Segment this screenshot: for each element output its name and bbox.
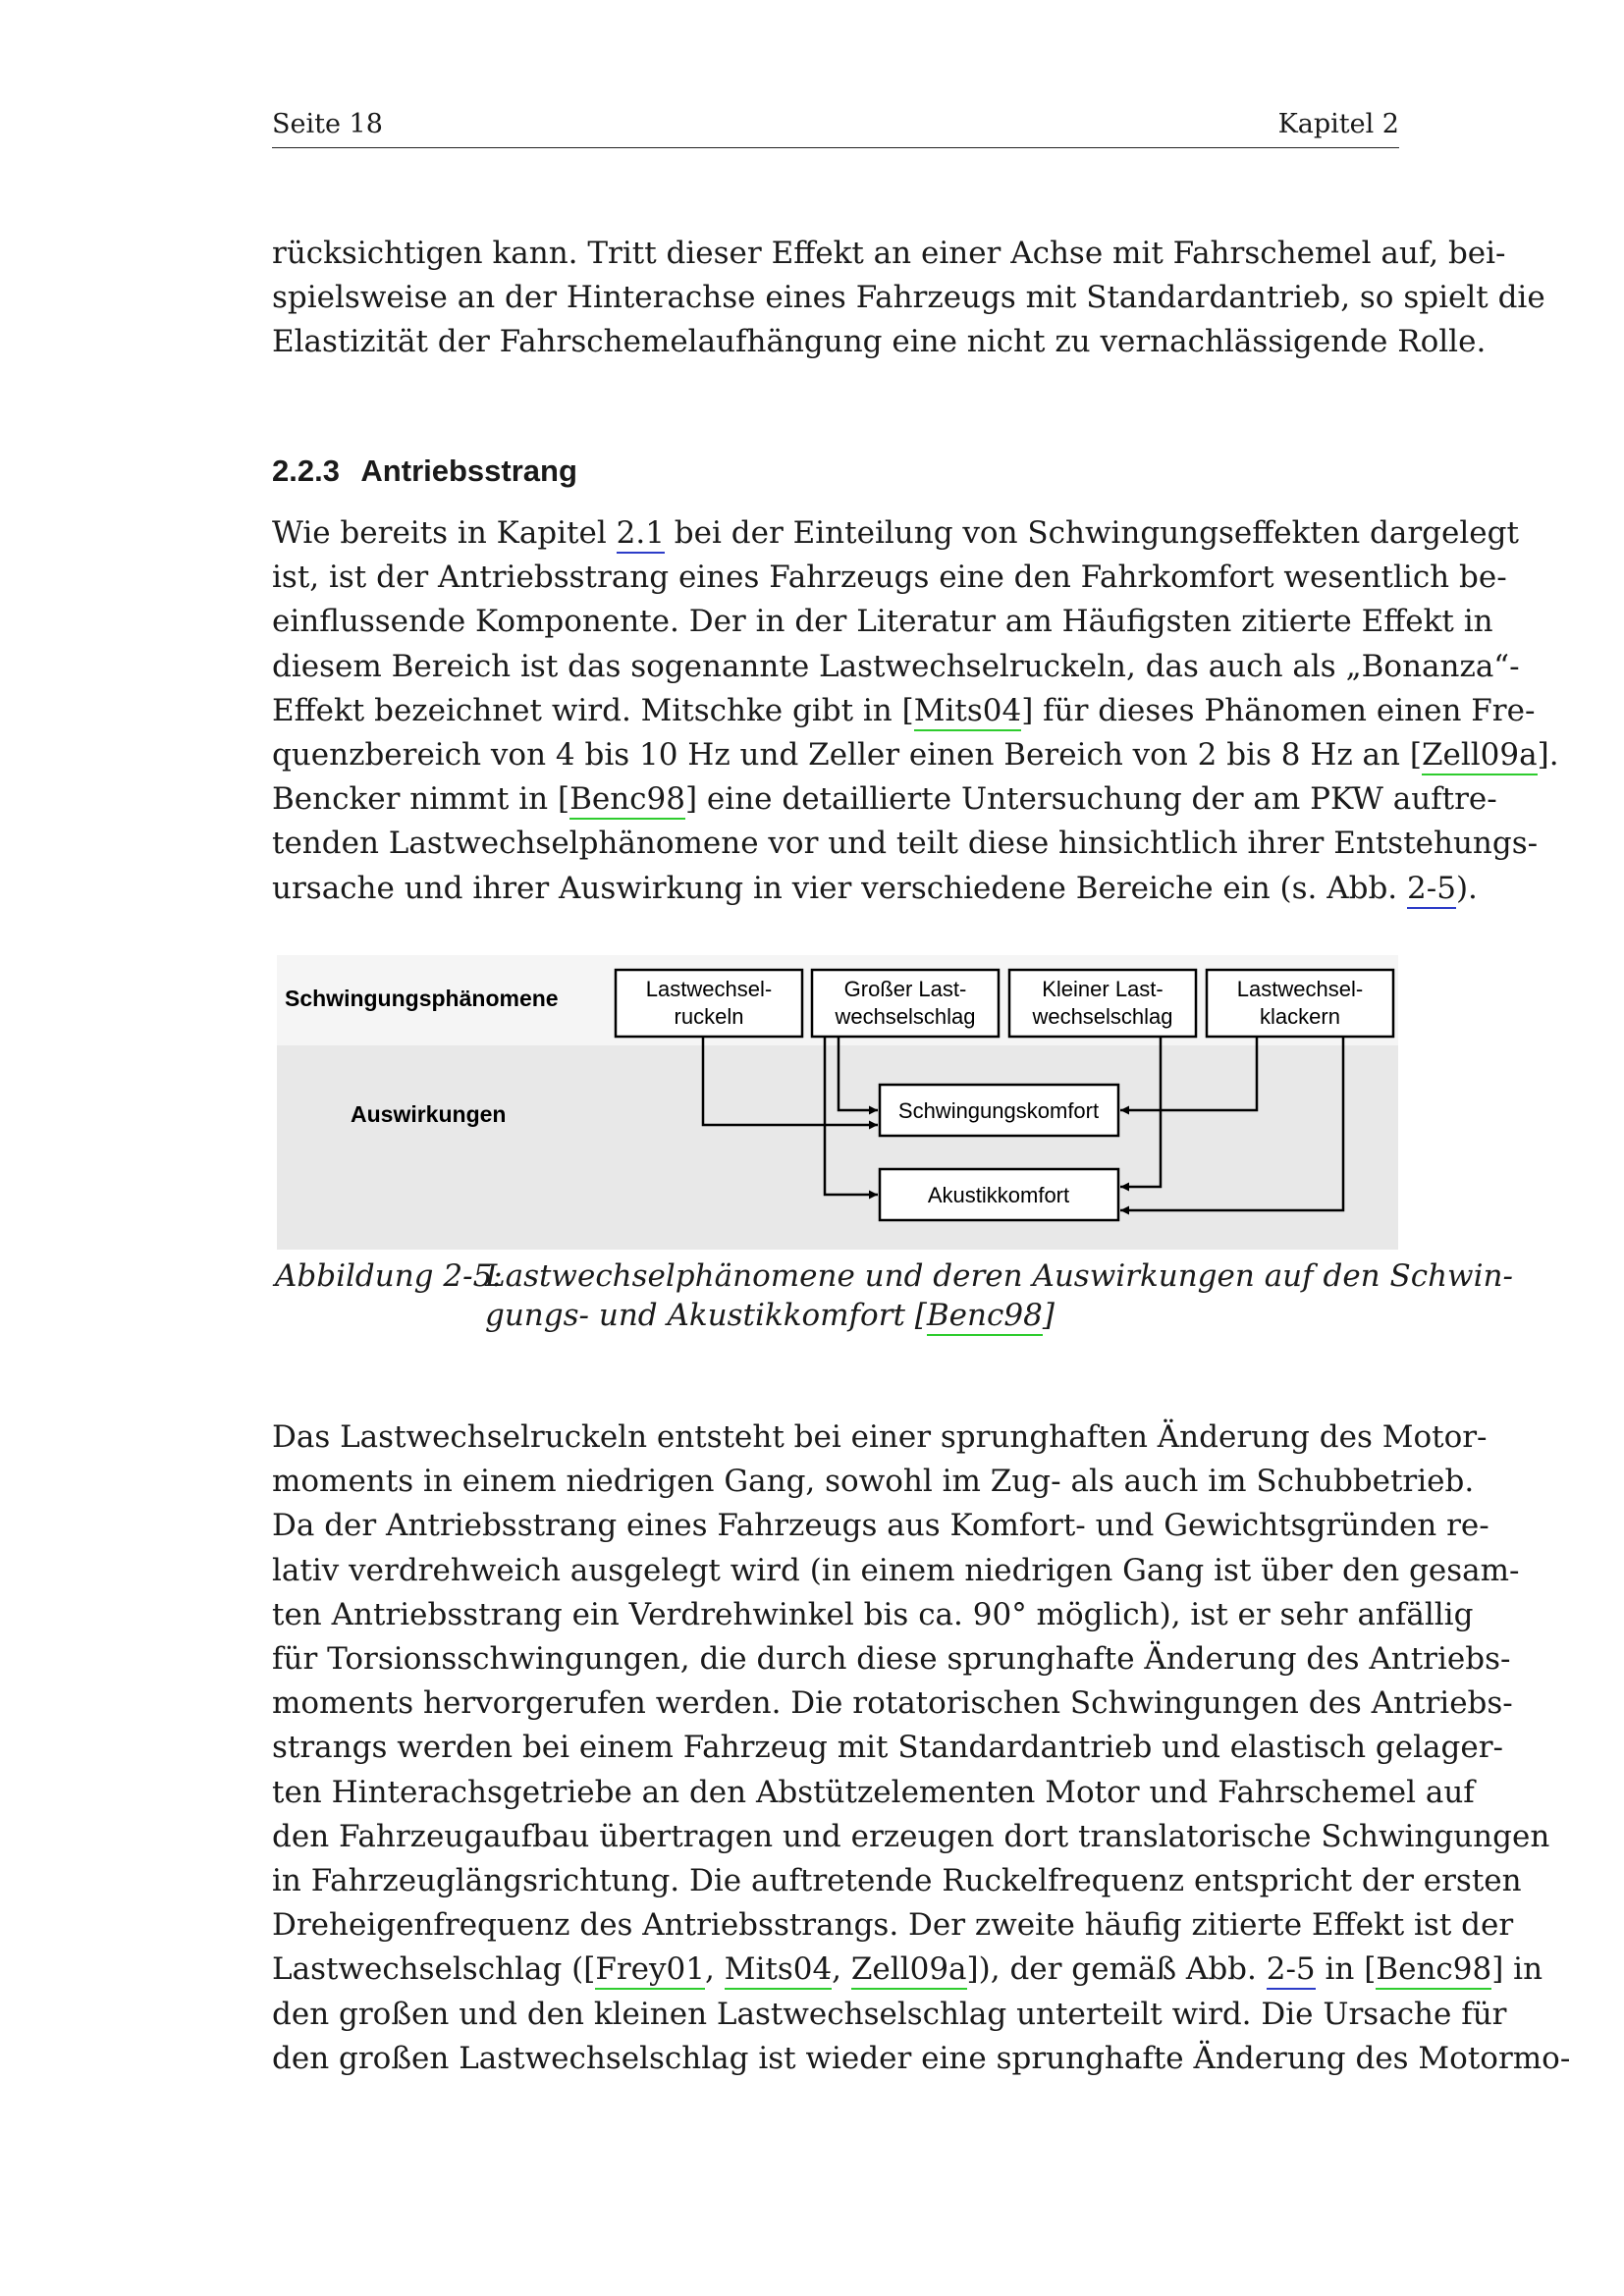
text-line: einflussende Komponente. Der in der Literatur am Häufigsten zitierte Effekt in — [272, 604, 1493, 640]
phenomenon-box-kleiner-lastwechselschlag — [1009, 970, 1196, 1037]
text-line: den Fahrzeugaufbau übertragen und erzeugen dort translatorische Schwingungen — [272, 1818, 1550, 1854]
text-line: tenden Lastwechselphänomene vor und teilt diese hinsichtlich ihrer Entstehungs- — [272, 826, 1539, 862]
section-title: Antriebsstrang — [360, 454, 577, 488]
row-label-effects: Auswirkungen — [351, 1101, 507, 1127]
citation-link[interactable]: Zell09a — [1422, 737, 1538, 775]
text-line: Bencker nimmt in [Benc98] eine detaillierte Untersuchung der am PKW auftre- — [272, 777, 1399, 822]
row-label-phenomena: Schwingungsphänomene — [285, 986, 559, 1011]
phenomenon-label: Lastwechsel- — [1236, 977, 1364, 1001]
text-line: spielsweise an der Hinterachse eines Fahrzeugs mit Standardantrieb, so spielt die — [272, 280, 1545, 316]
citation-link[interactable]: Benc98 — [927, 1298, 1043, 1336]
effect-box-akustikkomfort — [880, 1169, 1118, 1220]
text-line: moments in einem niedrigen Gang, sowohl im Zug- als auch im Schubbetrieb. — [272, 1464, 1475, 1500]
text-line: in Fahrzeuglängsrichtung. Die auftretende Ruckelfrequenz entspricht der ersten — [272, 1863, 1522, 1899]
chapter-label: Kapitel 2 — [1277, 109, 1399, 139]
effect-box-schwingungskomfort — [880, 1085, 1118, 1136]
citation-link[interactable]: Mits04 — [725, 1951, 832, 1990]
text-line: Wie bereits in Kapitel 2.1 bei der Einteilung von Schwingungseffekten dargelegt — [272, 511, 1399, 556]
phenomenon-box-grosser-lastwechselschlag — [812, 970, 999, 1037]
paragraph-lastwechselruckeln — [272, 1415, 1571, 2081]
phenomenon-label: klackern — [1260, 1004, 1340, 1029]
text-line: ten Antriebsstrang ein Verdrehwinkel bis ca. 90° möglich), ist er sehr anfällig — [272, 1596, 1474, 1632]
figure-link[interactable]: 2-5 — [1267, 1951, 1316, 1990]
text-line: Das Lastwechselruckeln entsteht bei einer sprunghaften Änderung des Motor- — [272, 1419, 1488, 1455]
page-header — [272, 108, 1399, 148]
text-line: den großen Lastwechselschlag ist wieder eine sprunghafte Änderung des Motormo- — [272, 2040, 1571, 2076]
citation-link[interactable]: Frey01 — [595, 1951, 705, 1990]
paragraph-antriebsstrang — [272, 511, 1559, 911]
citation-link[interactable]: Zell09a — [851, 1951, 967, 1990]
text-line: Lastwechselschlag ([Frey01, Mits04, Zell09a]), der gemäß Abb. 2-5 in [Benc98] in — [272, 1948, 1399, 1992]
phenomenon-label: Großer Last- — [843, 977, 967, 1001]
paragraph-intro — [272, 232, 1545, 365]
figure-link[interactable]: 2-5 — [1407, 871, 1456, 909]
phenomenon-box-klackern — [1207, 970, 1393, 1037]
text-line: lativ verdrehweich ausgelegt wird (in einem niedrigen Gang ist über den gesam- — [272, 1552, 1520, 1588]
text-line: Elastizität der Fahrschemelaufhängung eine nicht zu vernachlässigende Rolle. — [272, 324, 1487, 360]
page-number: Seite 18 — [272, 109, 383, 139]
phenomenon-box-ruckeln — [616, 970, 802, 1037]
text-line: Da der Antriebsstrang eines Fahrzeugs aus Komfort- und Gewichtsgründen re- — [272, 1508, 1489, 1544]
phenomenon-label: Lastwechsel- — [645, 977, 773, 1001]
phenomenon-label: wechselschlag — [1032, 1004, 1173, 1029]
text-line: strangs werden bei einem Fahrzeug mit Standardantrieb und elastisch gelager- — [272, 1730, 1503, 1766]
text-line: ist, ist der Antriebsstrang eines Fahrzeugs eine den Fahrkomfort wesentlich be- — [272, 560, 1507, 596]
caption-text: gungs- und Akustikkomfort [Benc98] — [485, 1296, 1055, 1335]
citation-link[interactable]: Benc98 — [1376, 1951, 1491, 1990]
text-line: Effekt bezeichnet wird. Mitschke gibt in [Mits04] für dieses Phänomen einen Fre- — [272, 689, 1399, 733]
section-number: 2.2.3 — [272, 454, 340, 488]
chapter-link[interactable]: 2.1 — [617, 515, 665, 554]
phenomenon-label: ruckeln — [674, 1004, 744, 1029]
text-line: diesem Bereich ist das sogenannte Lastwechselruckeln, das auch als „Bonanza“- — [272, 648, 1520, 684]
caption-label: Abbildung 2-5: — [275, 1258, 503, 1294]
citation-link[interactable]: Mits04 — [914, 693, 1021, 731]
text-line: ursache und ihrer Auswirkung in vier verschiedene Bereiche ein (s. Abb. 2-5). — [272, 867, 1399, 911]
phenomenon-label: Kleiner Last- — [1042, 977, 1164, 1001]
caption-text: Lastwechselphänomene und deren Auswirkungen auf den Schwin- — [485, 1258, 1513, 1294]
phenomena-diagram — [277, 955, 1398, 1250]
text-line: Dreheigenfrequenz des Antriebsstrangs. Der zweite häufig zitierte Effekt ist der — [272, 1907, 1514, 1944]
text-line: moments hervorgerufen werden. Die rotatorischen Schwingungen des Antriebs- — [272, 1685, 1513, 1722]
effect-label: Akustikkomfort — [927, 1183, 1070, 1207]
phenomenon-label: wechselschlag — [835, 1004, 976, 1029]
text-line: den großen und den kleinen Lastwechselschlag unterteilt wird. Die Ursache für — [272, 1996, 1507, 2032]
effect-label: Schwingungskomfort — [897, 1098, 1100, 1123]
text-line: quenzbereich von 4 bis 10 Hz und Zeller einen Bereich von 2 bis 8 Hz an [Zell09a]. — [272, 733, 1399, 777]
text-line: ten Hinterachsgetriebe an den Abstützelementen Motor und Fahrschemel auf — [272, 1774, 1475, 1810]
section-heading — [272, 454, 577, 489]
citation-link[interactable]: Benc98 — [569, 781, 685, 820]
text-line: rücksichtigen kann. Tritt dieser Effekt an einer Achse mit Fahrschemel auf, bei- — [272, 236, 1506, 271]
text-line: für Torsionsschwingungen, die durch diese sprunghafte Änderung des Antriebs- — [272, 1641, 1511, 1678]
